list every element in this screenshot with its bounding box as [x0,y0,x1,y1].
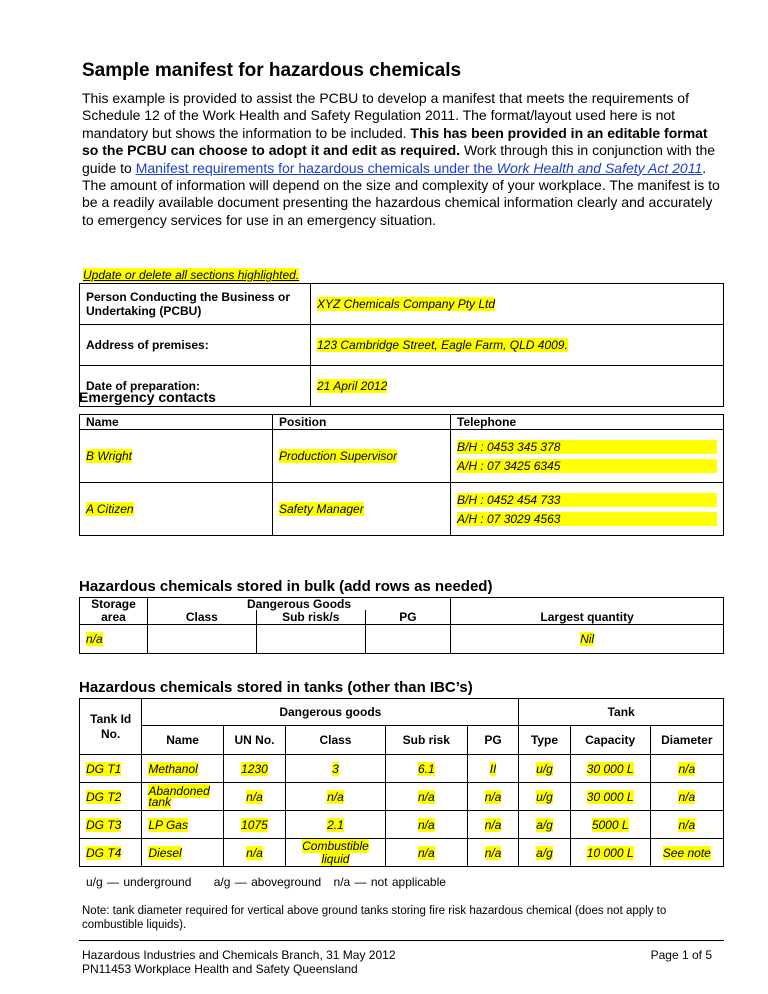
tank-diameter: See note [662,845,711,860]
contact-bh: B/H : 0453 345 378 [457,440,717,454]
tank-id-cell [80,783,142,811]
tank-pg-cell [467,811,518,839]
tank-class: Combustible liquid [302,838,369,866]
tank-pg-cell [467,839,518,867]
highlight-note: Update or delete all sections highlighted. [83,268,300,282]
tank-name-cell [142,783,223,811]
tank-id: DG T3 [86,817,122,832]
tank-capacity: 10 000 L [586,845,634,860]
dangerous-goods-header: Dangerous goods [142,699,519,726]
tank-sub-risk: 6.1 [417,761,435,776]
footer-line-1: Hazardous Industries and Chemicals Branch, 31 May 2012 [82,948,396,962]
tank-pg: n/a [484,789,502,804]
manifest-guide-link[interactable] [136,160,703,176]
tank-type: u/g [536,761,553,776]
emergency-contacts-heading: Emergency contacts [79,389,216,405]
emergency-contacts-table [79,414,724,536]
tanks-header-row-1 [80,699,724,726]
tank-type-cell [519,783,570,811]
tanks-heading: Hazardous chemicals stored in tanks (other than IBC’s) [79,679,473,696]
legend-not-applicable: n/a — not applicable [333,875,446,889]
col-class: Class [286,726,386,755]
bulk-quantity-value: Nil [580,632,595,646]
footer-line-2: PN11453 Workplace Health and Safety Queensland [82,962,358,976]
contact-telephone-cell [451,430,724,483]
contacts-header-row [80,415,724,430]
intro-paragraph-1 [82,90,722,177]
tank-pg-cell [467,755,518,783]
intro-text-a: This example is provided to assist the PCBU to develop a manifest that meets the requirements of Schedule 12 of the Work Health and Safety Regulation 2011. The format/layout used here is not mandatory but shows the information to be included. [82,90,689,141]
tank-type-cell [519,839,570,867]
tank-pg-cell [467,783,518,811]
tank-class-cell [286,755,386,783]
tank-diameter: n/a [678,817,696,832]
tank-legend [86,875,446,889]
col-sub-risk: Sub risk [385,726,467,755]
tank-id: DG T2 [86,789,122,804]
bulk-data-row [80,625,724,654]
tank-un: 1075 [241,817,268,832]
tank-diameter: n/a [678,761,696,776]
col-tank-name: Name [142,726,223,755]
tank-row [80,811,724,839]
tank-diameter-cell [650,811,723,839]
tank-class-cell [286,783,386,811]
contact-name: A Citizen [86,502,134,516]
bulk-class: Class [147,610,256,625]
tank-capacity-cell [570,783,650,811]
col-capacity: Capacity [570,726,650,755]
footer-divider [79,940,724,941]
tank-id-cell [80,811,142,839]
tank-name: Methanol [148,761,198,776]
tank-capacity-cell [570,755,650,783]
pcbu-row [80,284,724,325]
bulk-area-value: n/a [86,632,103,646]
tank-un-cell [223,755,285,783]
address-label: Address of premises: [80,325,311,366]
tank-header: Tank [519,699,724,726]
tank-class: 3 [332,761,339,776]
tank-diameter-cell [650,839,723,867]
tank-type-cell [519,755,570,783]
contact-name-cell [80,430,273,483]
tank-pg: n/a [484,845,502,860]
contact-name: B Wright [86,449,133,463]
bulk-area-cell [80,625,148,654]
tank-un-cell [223,839,285,867]
tank-capacity-cell [570,839,650,867]
link-italic-text: Work Health and Safety Act 2011 [496,159,703,176]
tank-un: n/a [246,789,263,804]
tank-un-cell [223,783,285,811]
tank-name-cell [142,839,223,867]
legend-underground: u/g — underground [86,875,192,889]
tank-type: a/g [536,817,553,832]
contact-position-cell [273,430,451,483]
tank-sub-risk: n/a [417,789,435,804]
tank-row [80,839,724,867]
contact-ah: A/H : 07 3029 4563 [457,512,717,526]
contact-bh: B/H : 0452 454 733 [457,493,717,507]
contact-position: Safety Manager [279,502,364,516]
bulk-header-row-1 [80,598,724,611]
contact-name-cell [80,483,273,536]
tank-un-cell [223,811,285,839]
tank-capacity-cell [570,811,650,839]
page-title: Sample manifest for hazardous chemicals [82,60,462,81]
contact-telephone-cell [451,483,724,536]
tank-row [80,783,724,811]
tank-capacity: 30 000 L [586,789,634,804]
tank-id: DG T4 [86,845,122,860]
intro-end: . [702,159,707,176]
tank-sub-cell [385,783,467,811]
col-name: Name [80,415,273,430]
intro-text [82,90,722,229]
tank-sub-cell [385,811,467,839]
tank-diameter-cell [650,783,723,811]
intro-text-b: Work through this in conjunction with the guide to [82,142,716,176]
tank-class-cell [286,839,386,867]
tank-class: 2.1 [327,817,344,832]
tank-name-cell [142,811,223,839]
col-diameter: Diameter [650,726,723,755]
address-row [80,325,724,366]
bulk-storage-area: Storage area [80,598,148,625]
bulk-dangerous-goods: Dangerous Goods [147,598,450,611]
col-un-no: UN No. [223,726,285,755]
tank-type: u/g [536,789,553,804]
tank-id-header: Tank Id No. [80,699,142,755]
tank-capacity: 30 000 L [586,761,634,776]
date-label: Date of preparation: [80,366,311,407]
tank-sub-cell [385,839,467,867]
bulk-sub-risk-cell [256,625,365,654]
bulk-largest-quantity: Largest quantity [451,598,724,625]
tanks-header-row-2 [80,726,724,755]
legend-aboveground: a/g — aboveground [213,875,322,889]
intro-paragraph-2: The amount of information will depend on the size and complexity of your workplace. The manifest is to be a readily available document presenting the hazardous chemical information clearly and accurately to emergency services for use in an emergency situation. [82,177,720,228]
tank-pg: II [489,761,497,776]
col-type: Type [519,726,570,755]
contact-ah: A/H : 07 3425 6345 [457,459,717,473]
tank-pg: n/a [484,817,502,832]
tank-diameter-cell [650,755,723,783]
contact-row [80,483,724,536]
bulk-pg-cell [365,625,450,654]
tank-row [80,755,724,783]
tank-id: DG T1 [86,761,122,776]
pcbu-value: XYZ Chemicals Company Pty Ltd [317,297,496,311]
tank-sub-risk: n/a [417,845,435,860]
tank-name: Diesel [148,845,182,860]
tank-type: a/g [536,845,553,860]
tank-name: LP Gas [148,817,188,832]
col-pg: PG [467,726,518,755]
contact-row [80,430,724,483]
tank-id-cell [80,839,142,867]
tank-capacity: 5000 L [591,817,629,832]
bulk-class-cell [147,625,256,654]
link-text: Manifest requirements for hazardous chemicals under the [135,159,497,176]
tank-un: 1230 [241,761,268,776]
address-value: 123 Cambridge Street, Eagle Farm, QLD 4009. [317,338,568,352]
pcbu-label: Person Conducting the Business or Undertaking (PCBU) [80,284,311,325]
col-telephone: Telephone [451,415,724,430]
page-number: Page 1 of 5 [650,948,712,962]
bulk-pg: PG [365,610,450,625]
tank-un: n/a [246,845,263,860]
contact-position: Production Supervisor [279,449,398,463]
contact-position-cell [273,483,451,536]
bulk-quantity-cell [451,625,724,654]
pcbu-value-cell [311,284,724,325]
tank-id-cell [80,755,142,783]
tank-note: Note: tank diameter required for vertical above ground tanks storing fire risk hazardous chemical (does not apply to combustible liquids). [82,905,667,931]
bulk-heading: Hazardous chemicals stored in bulk (add rows as needed) [79,578,493,595]
bulk-table [79,597,724,654]
tank-class: n/a [327,789,344,804]
date-value-cell [311,366,724,407]
tank-diameter: n/a [678,789,696,804]
bulk-sub-risk: Sub risk/s [256,610,365,625]
tank-sub-risk: n/a [417,817,435,832]
tank-class-cell [286,811,386,839]
tanks-table [79,698,724,867]
footer-left [82,948,396,976]
date-value: 21 April 2012 [317,379,388,393]
address-value-cell [311,325,724,366]
tank-sub-cell [385,755,467,783]
tank-name-cell [142,755,223,783]
tank-type-cell [519,811,570,839]
col-position: Position [273,415,451,430]
intro-bold-text: This has been provided in an editable format so the PCBU can choose to adopt it and edit as required. [82,124,708,159]
tank-name: Abandoned tank [148,783,210,809]
